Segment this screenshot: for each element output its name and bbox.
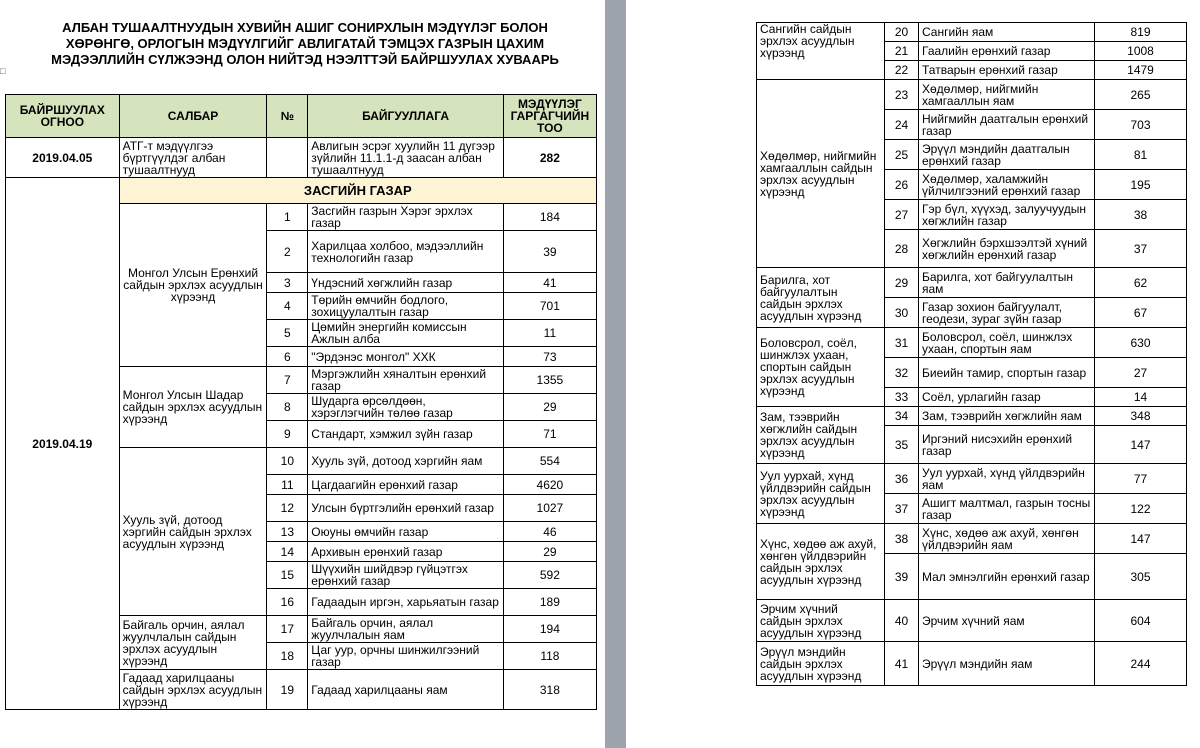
count-cell: 29 [503, 394, 596, 421]
organization-cell: Соёл, урлагийн газар [919, 388, 1095, 407]
table-row [757, 524, 1187, 554]
page-gap [605, 0, 626, 748]
document-page-right [626, 0, 1200, 748]
organization-cell: Стандарт, хэмжил зүйн газар [308, 421, 503, 448]
organization-cell: Хууль зүй, дотоод хэргийн яам [308, 448, 503, 475]
count-cell: 73 [503, 347, 596, 367]
number-cell: 23 [885, 80, 919, 110]
count-cell: 71 [503, 421, 596, 448]
number-cell: 2 [267, 231, 308, 273]
organization-cell: Харилцаа холбоо, мэдээллийн технологийн газар [308, 231, 503, 273]
organization-cell: Улсын бүртгэлийн ерөнхий газар [308, 495, 503, 522]
count-cell: 1355 [503, 367, 596, 394]
number-cell: 32 [885, 358, 919, 388]
organization-cell: Архивын ерөнхий газар [308, 542, 503, 562]
sector-cell: Уул уурхай, хүнд үйлдвэрийн сайдын эрхлэх асуудлын хүрээнд [757, 464, 885, 524]
organization-cell: Шударга өрсөлдөөн, хэрэглэгчийн төлөө газар [308, 394, 503, 421]
count-cell: 318 [503, 670, 596, 710]
header-sector: САЛБАР [119, 95, 267, 138]
organization-cell: Шүүхийн шийдвэр гүйцэтгэх ерөнхий газар [308, 562, 503, 589]
count-cell: 244 [1095, 642, 1187, 686]
table-row [757, 464, 1187, 494]
sector-cell: Монгол Улсын Ерөнхий сайдын эрхлэх асуудлын хүрээнд [119, 204, 267, 367]
organization-cell: Эрүүл мэндийн даатгалын ерөнхий газар [919, 140, 1095, 170]
organization-cell: Авлигын эсрэг хуулийн 11 дүгээр зүйлийн 11.1.1-д заасан албан тушаалтнууд [308, 138, 503, 178]
sector-cell: Байгаль орчин, аялал жуулчлалын сайдын эрхлэх асуудлын хүрээнд [119, 616, 267, 670]
count-cell: 81 [1095, 140, 1187, 170]
section-row [6, 178, 597, 204]
organization-cell: Боловсрол, соёл, шинжлэх ухаан, спортын яам [919, 328, 1095, 358]
count-cell: 147 [1095, 524, 1187, 554]
number-cell: 31 [885, 328, 919, 358]
count-cell: 554 [503, 448, 596, 475]
number-cell: 40 [885, 600, 919, 642]
header-number: № [267, 95, 308, 138]
number-cell: 33 [885, 388, 919, 407]
organization-cell: Зам, тээврийн хөгжлийн яам [919, 407, 1095, 426]
count-cell: 39 [503, 231, 596, 273]
table-row [757, 268, 1187, 298]
count-cell: 604 [1095, 600, 1187, 642]
number-cell: 41 [885, 642, 919, 686]
number-cell: 14 [267, 542, 308, 562]
header-date: БАЙРШУУЛАХ ОГНОО [6, 95, 120, 138]
count-cell: 305 [1095, 554, 1187, 600]
organization-cell: Ашигт малтмал, газрын тосны газар [919, 494, 1095, 524]
organization-cell: Газар зохион байгуулалт, геодези, зураг зүйн газар [919, 298, 1095, 328]
count-cell: 62 [1095, 268, 1187, 298]
number-cell: 11 [267, 475, 308, 495]
sector-cell: Эрүүл мэндийн сайдын эрхлэх асуудлын хүрээнд [757, 642, 885, 686]
sector-cell: Монгол Улсын Шадар сайдын эрхлэх асуудлын хүрээнд [119, 367, 267, 448]
sector-cell: Хөдөлмөр, нийгмийн хамгааллын сайдын эрхлэх асуудлын хүрээнд [757, 80, 885, 268]
organization-cell: "Эрдэнэс монгол" ХХК [308, 347, 503, 367]
count-cell: 265 [1095, 80, 1187, 110]
sector-cell: Гадаад харилцааны сайдын эрхлэх асуудлын хүрээнд [119, 670, 267, 710]
organization-cell: Байгаль орчин, аялал жуулчлалын яам [308, 616, 503, 643]
number-cell: 27 [885, 200, 919, 230]
number-cell: 4 [267, 293, 308, 320]
header-organization: БАЙГУУЛЛАГА [308, 95, 503, 138]
organization-cell: Хөдөлмөр, халамжийн үйлчилгээний ерөнхий газар [919, 170, 1095, 200]
schedule-table [5, 94, 597, 710]
count-cell: 4620 [503, 475, 596, 495]
count-cell: 703 [1095, 110, 1187, 140]
count-cell: 630 [1095, 328, 1187, 358]
count-cell: 38 [1095, 200, 1187, 230]
count-cell: 194 [503, 616, 596, 643]
number-cell: 10 [267, 448, 308, 475]
organization-cell: Гэр бүл, хүүхэд, залуучуудын хөгжлийн газар [919, 200, 1095, 230]
number-cell: 22 [885, 61, 919, 80]
organization-cell: Цагдаагийн ерөнхий газар [308, 475, 503, 495]
count-cell: 46 [503, 522, 596, 542]
organization-cell: Гаалийн ерөнхий газар [919, 42, 1095, 61]
table-row [757, 80, 1187, 110]
table-row [757, 328, 1187, 358]
organization-cell: Мал эмнэлгийн ерөнхий газар [919, 554, 1095, 600]
header-count: МЭДҮҮЛЭГ ГАРГАГЧИЙН ТОО [503, 95, 596, 138]
organization-cell: Мэргэжлийн хяналтын ерөнхий газар [308, 367, 503, 394]
count-cell: 1027 [503, 495, 596, 522]
count-cell: 29 [503, 542, 596, 562]
sector-cell: Боловсрол, соёл, шинжлэх ухаан, спортын сайдын эрхлэх асуудлын хүрээнд [757, 328, 885, 407]
table-row [757, 642, 1187, 686]
number-cell [267, 138, 308, 178]
organization-cell: Эрчим хүчний яам [919, 600, 1095, 642]
number-cell: 19 [267, 670, 308, 710]
organization-cell: Гадаад харилцааны яам [308, 670, 503, 710]
organization-cell: Татварын ерөнхий газар [919, 61, 1095, 80]
count-cell: 11 [503, 320, 596, 347]
table-row [757, 23, 1187, 42]
number-cell: 38 [885, 524, 919, 554]
number-cell: 5 [267, 320, 308, 347]
organization-cell: Төрийн өмчийн бодлого, зохицуулалтын газар [308, 293, 503, 320]
number-cell: 21 [885, 42, 919, 61]
count-cell: 147 [1095, 426, 1187, 464]
number-cell: 17 [267, 616, 308, 643]
count-cell: 195 [1095, 170, 1187, 200]
sector-cell: Сангийн сайдын эрхлэх асуудлын хүрээнд [757, 23, 885, 80]
date-cell: 2019.04.05 [6, 138, 120, 178]
sector-cell: АТГ-т мэдүүлгээ бүртгүүлдэг албан тушаалтнууд [119, 138, 267, 178]
number-cell: 7 [267, 367, 308, 394]
number-cell: 15 [267, 562, 308, 589]
count-cell: 41 [503, 273, 596, 293]
organization-cell: Уул уурхай, хүнд үйлдвэрийн яам [919, 464, 1095, 494]
organization-cell: Оюуны өмчийн газар [308, 522, 503, 542]
number-cell: 3 [267, 273, 308, 293]
sector-cell: Эрчим хүчний сайдын эрхлэх асуудлын хүрээнд [757, 600, 885, 642]
count-cell: 14 [1095, 388, 1187, 407]
number-cell: 1 [267, 204, 308, 231]
organization-cell: Иргэний нисэхийн ерөнхий газар [919, 426, 1095, 464]
count-cell: 701 [503, 293, 596, 320]
count-cell: 348 [1095, 407, 1187, 426]
organization-cell: Хүнс, хөдөө аж ахуй, хөнгөн үйлдвэрийн яам [919, 524, 1095, 554]
number-cell: 34 [885, 407, 919, 426]
number-cell: 24 [885, 110, 919, 140]
organization-cell: Сангийн яам [919, 23, 1095, 42]
number-cell: 35 [885, 426, 919, 464]
sector-cell: Хууль зүй, дотоод хэргийн сайдын эрхлэх асуудлын хүрээнд [119, 448, 267, 616]
paragraph-marker: □ [0, 66, 6, 76]
table-header-row [6, 95, 597, 138]
organization-cell: Гадаадын иргэн, харьяатын газар [308, 589, 503, 616]
number-cell: 9 [267, 421, 308, 448]
organization-cell: Эрүүл мэндийн яам [919, 642, 1095, 686]
number-cell: 16 [267, 589, 308, 616]
number-cell: 37 [885, 494, 919, 524]
organization-cell: Барилга, хот байгуулалтын яам [919, 268, 1095, 298]
organization-cell: Цөмийн энергийн комиссын Ажлын алба [308, 320, 503, 347]
organization-cell: Биеийн тамир, спортын газар [919, 358, 1095, 388]
number-cell: 12 [267, 495, 308, 522]
count-cell: 1479 [1095, 61, 1187, 80]
number-cell: 30 [885, 298, 919, 328]
organization-cell: Хөгжлийн бэрхшээлтэй хүний хөгжлийн ерөнхий газар [919, 230, 1095, 268]
count-cell: 27 [1095, 358, 1187, 388]
number-cell: 20 [885, 23, 919, 42]
count-cell: 184 [503, 204, 596, 231]
organization-cell: Засгийн газрын Хэрэг эрхлэх газар [308, 204, 503, 231]
sector-cell: Барилга, хот байгуулалтын сайдын эрхлэх асуудлын хүрээнд [757, 268, 885, 328]
table-row [757, 600, 1187, 642]
sector-cell: Хүнс, хөдөө аж ахуй, хөнгөн үйлдвэрийн сайдын эрхлэх асуудлын хүрээнд [757, 524, 885, 600]
count-cell: 122 [1095, 494, 1187, 524]
number-cell: 13 [267, 522, 308, 542]
count-cell: 37 [1095, 230, 1187, 268]
organization-cell: Нийгмийн даатгалын ерөнхий газар [919, 110, 1095, 140]
number-cell: 29 [885, 268, 919, 298]
count-cell: 592 [503, 562, 596, 589]
number-cell: 39 [885, 554, 919, 600]
table-row [6, 138, 597, 178]
document-title: АЛБАН ТУШААЛТНУУДЫН ХУВИЙН АШИГ СОНИРХЛЫН МЭДҮҮЛЭГ БОЛОН ХӨРӨНГӨ, ОРЛОГЫН МЭДҮҮЛГИЙГ АВЛИГАТАЙ ТЭМЦЭХ ГАЗРЫН ЦАХИМ МЭДЭЭЛЛИЙН СҮЛЖЭЭНД ОЛОН НИЙТЭД НЭЭЛТТЭЙ БАЙРШУУЛАХ ХУВААРЬ [51, 20, 559, 67]
count-cell: 189 [503, 589, 596, 616]
schedule-table-continued [756, 22, 1187, 686]
date-cell: 2019.04.19 [6, 178, 120, 710]
number-cell: 18 [267, 643, 308, 670]
count-cell: 118 [503, 643, 596, 670]
count-cell: 819 [1095, 23, 1187, 42]
table-row [757, 407, 1187, 426]
number-cell: 8 [267, 394, 308, 421]
number-cell: 26 [885, 170, 919, 200]
number-cell: 28 [885, 230, 919, 268]
count-cell: 1008 [1095, 42, 1187, 61]
number-cell: 36 [885, 464, 919, 494]
count-cell: 282 [503, 138, 596, 178]
number-cell: 25 [885, 140, 919, 170]
section-heading: ЗАСГИЙН ГАЗАР [119, 178, 596, 204]
count-cell: 67 [1095, 298, 1187, 328]
organization-cell: Цаг уур, орчны шинжилгээний газар [308, 643, 503, 670]
organization-cell: Хөдөлмөр, нийгмийн хамгааллын яам [919, 80, 1095, 110]
organization-cell: Үндэсний хөгжлийн газар [308, 273, 503, 293]
sector-cell: Зам, тээврийн хөгжлийн сайдын эрхлэх асуудлын хүрээнд [757, 407, 885, 464]
number-cell: 6 [267, 347, 308, 367]
count-cell: 77 [1095, 464, 1187, 494]
